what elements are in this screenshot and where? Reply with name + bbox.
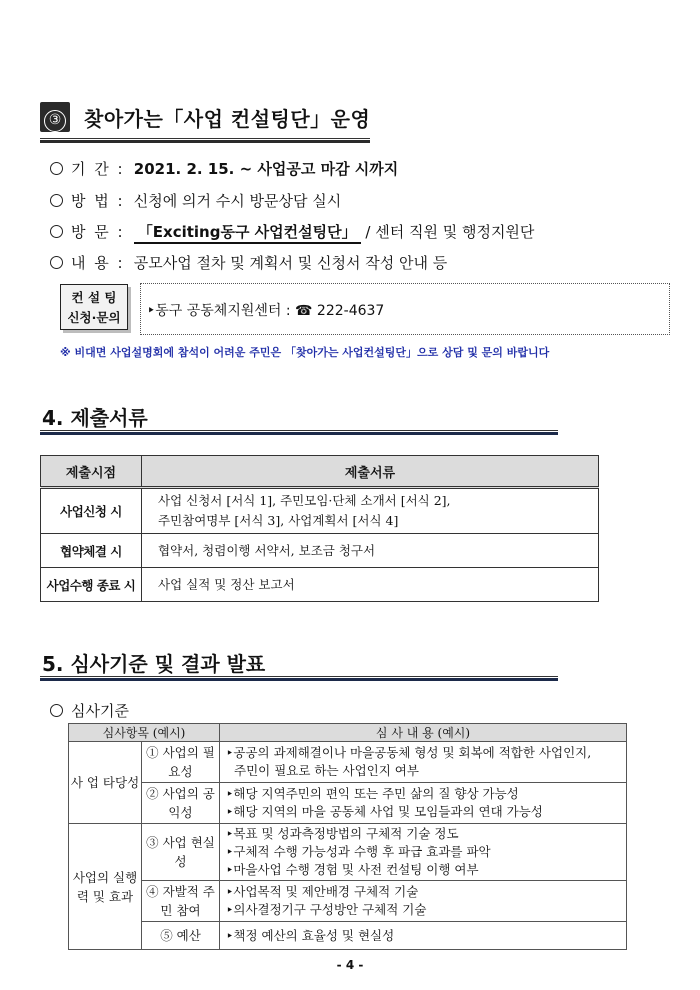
consult-contact: ‣동구 공동체지원센터 : ☎ 222-4637: [140, 283, 670, 335]
table-row: [69, 783, 627, 824]
criteria-item-cell: ① 사업의 필요성: [142, 742, 220, 783]
timing-cell: 사업수행 종료 시: [41, 568, 142, 602]
table-header: 제출시점: [41, 456, 142, 488]
table-header-row: [69, 724, 627, 742]
section4-title: 4. 제출서류: [42, 406, 148, 430]
visit-item: 방 문 : 「Exciting동구 사업컨설팅단」 / 센터 직원 및 행정지원단: [50, 221, 534, 244]
consult-note: ※ 비대면 사업설명회에 참석이 어려운 주민은 「찾아가는 사업컨설팅단」으로 상담 및 문의 바랍니다: [60, 346, 550, 359]
criteria-item-cell: ③ 사업 현실성: [142, 824, 220, 881]
criteria-item-cell: ⑤ 예산: [142, 922, 220, 950]
table-header: 심 사 내 용 (예시): [220, 724, 627, 742]
bullet-circle-icon: [50, 225, 63, 238]
table-row: [41, 568, 599, 602]
table-row: [69, 881, 627, 922]
timing-cell: 협약체결 시: [41, 534, 142, 568]
criteria-content-cell: ‣책정 예산의 효율성 및 현실성: [220, 922, 627, 950]
table-header-row: [41, 456, 599, 488]
section5-rule-thick: [40, 678, 558, 681]
section5-title: 5. 심사기준 및 결과 발표: [42, 652, 266, 676]
criteria-content-cell: ‣사업목적 및 제안배경 구체적 기술 ‣의사결정기구 구성방안 구체적 기술: [220, 881, 627, 922]
method-item: 방 법 : 신청에 의거 수시 방문상담 실시: [50, 190, 341, 211]
page-number: - 4 -: [336, 958, 364, 972]
submission-documents-table: [40, 455, 599, 602]
section4-rule: [40, 430, 558, 431]
period-item: 기 간 : 2021. 2. 15. ~ 사업공고 마감 시까지: [50, 158, 398, 179]
section5-rule: [40, 676, 558, 677]
documents-cell: 사업 실적 및 정산 보고서: [142, 568, 599, 602]
criteria-group-cell: 사업의 실행력 및 효과: [69, 824, 142, 950]
bullet-circle-icon: [50, 162, 63, 175]
table-header: 제출서류: [142, 456, 599, 488]
bullet-circle-icon: [50, 256, 63, 269]
criteria-item-cell: ② 사업의 공익성: [142, 783, 220, 824]
table-row: [41, 488, 599, 534]
content-item: 내 용 : 공모사업 절차 및 계획서 및 신청서 작성 안내 등: [50, 252, 447, 273]
bullet-circle-icon: [50, 194, 63, 207]
bullet-circle-icon: [50, 704, 63, 717]
criteria-item-cell: ④ 자발적 주민 참여: [142, 881, 220, 922]
section3-number-badge: ③: [40, 102, 70, 132]
documents-cell: 협약서, 청렴이행 서약서, 보조금 청구서: [142, 534, 599, 568]
table-row: [69, 742, 627, 783]
consult-label: 컨 설 팅 신청·문의: [60, 284, 128, 330]
criteria-group-cell: 사 업 타당성: [69, 742, 142, 824]
timing-cell: 사업신청 시: [41, 488, 142, 534]
table-row: [69, 824, 627, 881]
documents-cell: 사업 신청서 [서식 1], 주민모임·단체 소개서 [서식 2], 주민참여명부 [서식 3], 사업계획서 [서식 4]: [142, 488, 599, 534]
section3-rule: [40, 138, 370, 139]
criteria-content-cell: ‣해당 지역주민의 편익 또는 주민 삶의 질 향상 가능성 ‣해당 지역의 마을 공동체 사업 및 모임들과의 연대 가능성: [220, 783, 627, 824]
criteria-content-cell: ‣목표 및 성과측정방법의 구체적 기술 정도 ‣구체적 수행 가능성과 수행 후 파급 효과를 파악 ‣마을사업 수행 경험 및 사전 컨설팅 이행 여부: [220, 824, 627, 881]
criteria-content-cell: ‣공공의 과제해결이나 마을공동체 형성 및 회복에 적합한 사업인지, 주민이 필요로 하는 사업인지 여부: [220, 742, 627, 783]
section4-rule-thick: [40, 432, 558, 435]
criteria-subtitle: 심사기준: [50, 700, 129, 721]
table-row: [41, 534, 599, 568]
criteria-table: [68, 723, 627, 950]
table-header: 심사항목 (예시): [69, 724, 220, 742]
section3-title: 찾아가는「사업 컨설팅단」운영: [84, 107, 371, 131]
table-row: [69, 922, 627, 950]
section3-rule-thick: [40, 140, 370, 143]
